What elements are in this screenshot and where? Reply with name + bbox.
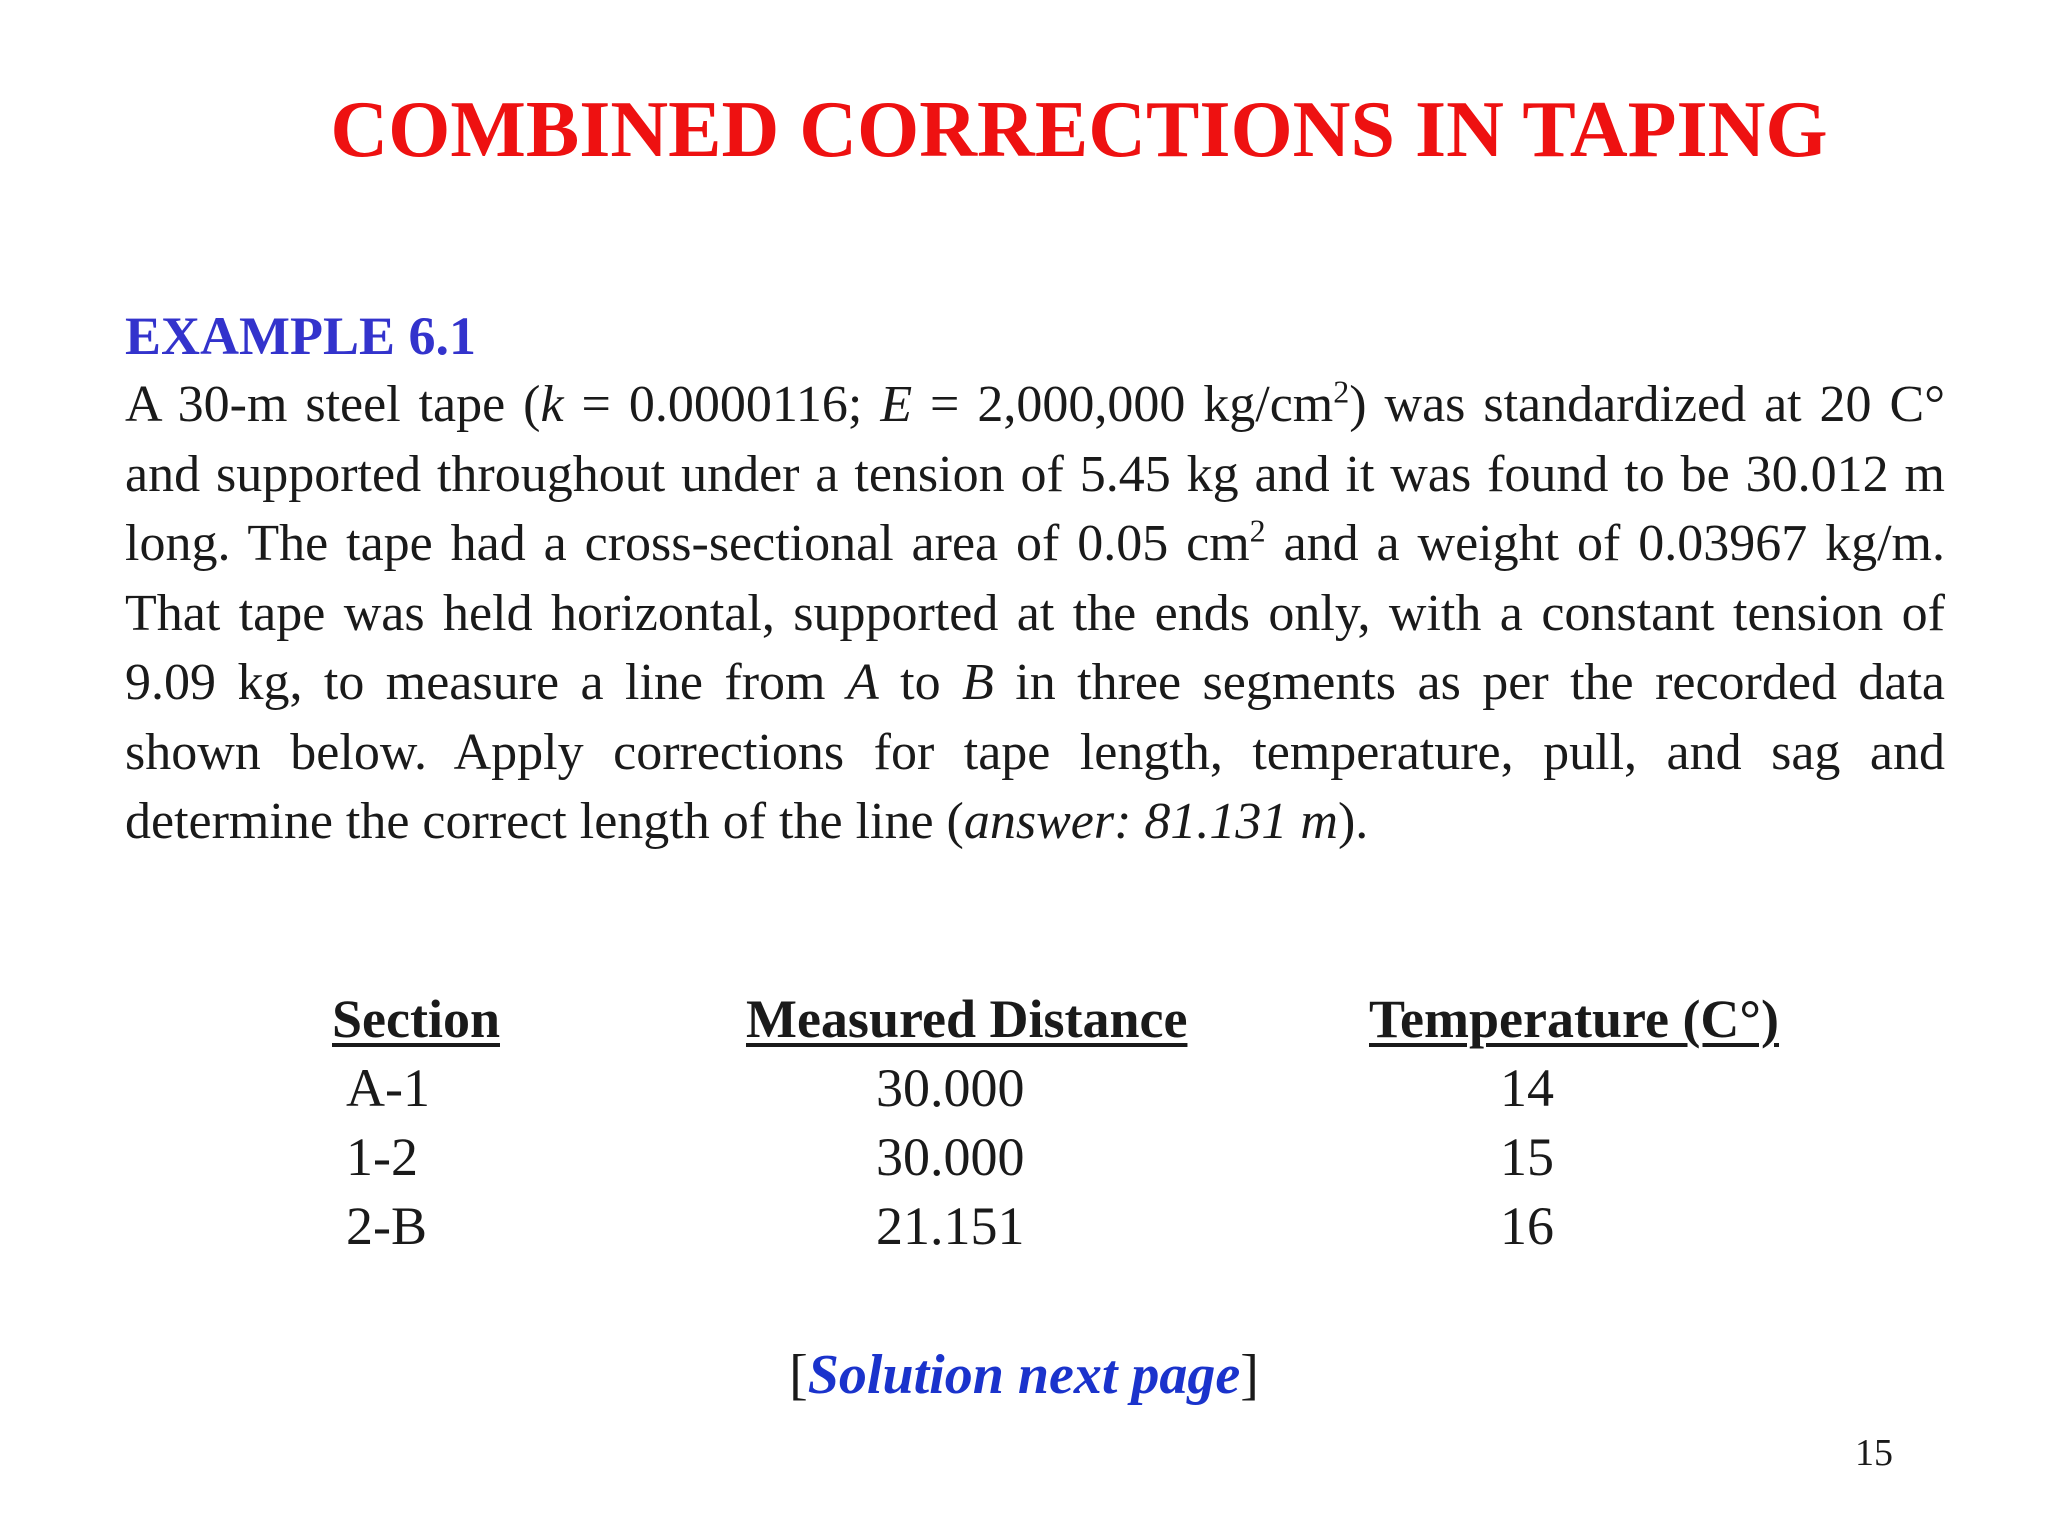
- column-header-section: Section: [332, 989, 500, 1049]
- column-header-distance: Measured Distance: [746, 989, 1188, 1049]
- problem-text: = 0.0000116;: [563, 376, 881, 433]
- bracket-close: ]: [1240, 1344, 1259, 1406]
- solution-next-page-link[interactable]: Solution next page: [807, 1344, 1241, 1406]
- variable-a: A: [846, 654, 879, 711]
- page-number: 15: [1855, 1432, 1893, 1474]
- variable-e: E: [880, 376, 913, 433]
- slide-title: COMBINED CORRECTIONS IN TAPING: [330, 86, 1828, 174]
- problem-text: = 2,000,000 kg/cm: [912, 376, 1334, 433]
- column-header-temperature: Temperature (C°): [1369, 989, 1780, 1049]
- problem-text: in three segments as per the recorded data shown below. Apply corrections for tape length, temperature, pull, and sag and determine the correct length of the line (: [125, 654, 1945, 850]
- superscript: 2: [1333, 373, 1350, 410]
- table-cell-temperature: 14: [1500, 1058, 1554, 1118]
- table-cell-temperature: 15: [1500, 1127, 1554, 1187]
- bracket-open: [: [789, 1344, 808, 1406]
- section-column: [332, 985, 500, 1261]
- example-label: EXAMPLE 6.1: [125, 306, 476, 366]
- table-cell-section: 1-2: [346, 1127, 418, 1187]
- problem-text: to: [878, 654, 963, 711]
- distance-column: [746, 985, 1187, 1261]
- problem-statement: [125, 370, 1945, 857]
- table-cell-distance: 21.151: [876, 1196, 1025, 1256]
- answer-text: answer: 81.131 m: [963, 793, 1338, 850]
- problem-text: and a weight of 0.03967 kg/m. That tape was held horizontal, supported at the ends only, with a constant tension of 9.09 kg, to measure a line from: [125, 515, 1945, 711]
- variable-b: B: [962, 654, 994, 711]
- table-cell-distance: 30.000: [876, 1127, 1025, 1187]
- table-cell-section: 2-B: [346, 1196, 427, 1256]
- problem-text: ) was standardized at 20 C° and supported throughout under a tension of 5.45 kg and it was found to be 30.012 m long. The tape had a cross-sectional area of 0.05 cm: [125, 376, 1945, 572]
- table-cell-temperature: 16: [1500, 1196, 1554, 1256]
- temperature-column: [1369, 985, 1779, 1261]
- superscript: 2: [1249, 512, 1266, 549]
- solution-note: [0, 1340, 2048, 1410]
- problem-text: ).: [1337, 793, 1369, 850]
- variable-k: k: [540, 376, 564, 433]
- table-cell-section: A-1: [346, 1058, 430, 1118]
- table-cell-distance: 30.000: [876, 1058, 1025, 1118]
- problem-text: A 30-m steel tape (: [125, 376, 541, 433]
